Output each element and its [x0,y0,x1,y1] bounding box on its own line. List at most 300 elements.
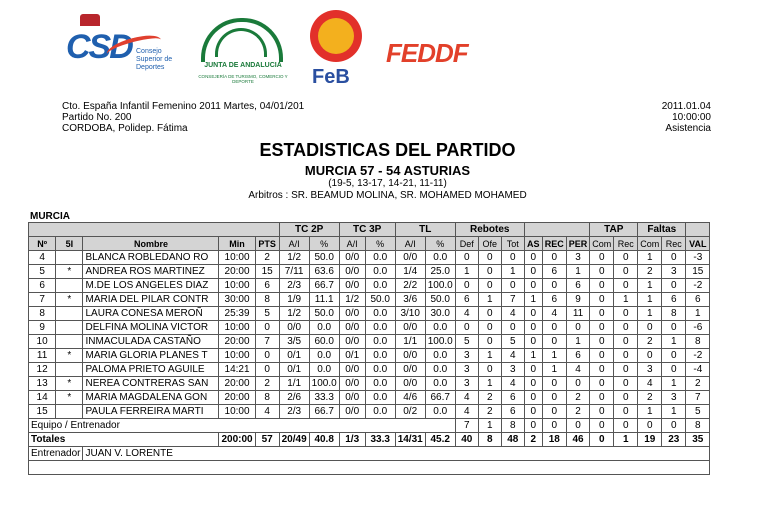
stat-cell: 0 [524,391,542,405]
stat-cell: 0 [524,307,542,321]
stat-cell: 3 [501,363,524,377]
stat-cell: 9 [566,293,590,307]
stat-cell: 0 [590,279,614,293]
stat-cell: 1/1 [395,335,425,349]
stat-cell: 0.0 [365,405,395,419]
stat-cell: 2 [638,335,662,349]
stat-cell: 66.7 [309,279,339,293]
stat-cell: 0 [590,377,614,391]
stat-cell: 0 [524,265,542,279]
column-header: Def [455,237,478,251]
team-name: MURCIA [30,211,70,222]
stat-cell: 1 [638,279,662,293]
stat-cell: 0/0 [395,363,425,377]
stat-cell: 0 [662,279,686,293]
totals-row [29,433,710,447]
group-tc3p: TC 3P [339,223,395,237]
stat-cell: 6 [455,293,478,307]
stat-cell: 0 [662,349,686,363]
stat-cell: 0 [524,251,542,265]
stat-cell: 0 [478,321,501,335]
stat-cell: 0 [614,349,638,363]
stat-cell: 0.0 [365,335,395,349]
stat-cell: 4 [455,405,478,419]
column-header: AS [524,237,542,251]
stat-cell: 7/11 [279,265,309,279]
stat-cell: 0 [455,321,478,335]
stat-cell: 0 [542,391,566,405]
stat-cell: 0.0 [309,363,339,377]
stat-cell: 0 [501,321,524,335]
stat-cell: 4 [455,391,478,405]
stat-cell: 6 [686,293,710,307]
total-cell: 33.3 [365,433,395,447]
stat-cell: 5 [455,335,478,349]
column-header: Tot [501,237,524,251]
header-right [662,101,711,134]
stat-cell: 0 [255,363,279,377]
stat-cell: 4 [542,307,566,321]
stat-cell: 5 [255,307,279,321]
stat-cell: 0 [524,279,542,293]
stat-cell: 8 [255,293,279,307]
stat-cell: 11.1 [309,293,339,307]
player-name: MARIA DEL PILAR CONTR [83,293,219,307]
stat-cell: 1 [686,307,710,321]
equipo-label: Equipo / Entrenador [29,419,456,433]
player-name: NEREA CONTRERAS SAN [83,377,219,391]
stat-cell: 0.0 [365,279,395,293]
player-row [29,293,710,307]
stat-cell: 0 [566,377,590,391]
stat-cell: 0 [590,265,614,279]
stat-cell: 5 [686,405,710,419]
player-name: INMACULADA CASTAÑO [83,335,219,349]
stat-cell: 0.0 [365,363,395,377]
stat-cell: 0/2 [395,405,425,419]
stat-cell: 8 [662,307,686,321]
stat-cell: 7 [501,293,524,307]
stat-cell: 4/6 [395,391,425,405]
stat-cell: 0 [638,321,662,335]
feb-logo: FeB [306,10,366,92]
stat-cell: 10:00 [219,251,255,265]
player-name: PALOMA PRIETO AGUILE [83,363,219,377]
coach-name: JUAN V. LORENTE [83,447,710,461]
stat-cell [56,321,83,335]
stat-cell [56,363,83,377]
stat-cell: 0/0 [339,391,365,405]
stat-cell: 2 [686,377,710,391]
stat-cell: 0 [614,279,638,293]
stat-cell: 3/6 [395,293,425,307]
stat-cell: -6 [686,321,710,335]
group-tc2p: TC 2P [279,223,339,237]
stat-cell: -2 [686,349,710,363]
total-cell: 35 [686,433,710,447]
stat-cell: 12 [29,363,56,377]
stat-cell: 1/2 [279,251,309,265]
stat-cell: 0/0 [395,377,425,391]
stat-cell: 0 [614,419,638,433]
matchup: MURCIA 57 - 54 ASTURIAS [304,163,471,178]
stat-cell: 0.0 [425,405,455,419]
page-title: ESTADISTICAS DEL PARTIDO [259,140,516,160]
group-tl: TL [395,223,455,237]
stat-cell: 4 [29,251,56,265]
stat-cell: 1 [478,293,501,307]
stat-cell: 0 [638,419,662,433]
stat-cell: 0 [478,335,501,349]
total-cell: 2 [524,433,542,447]
stat-cell: 0 [478,363,501,377]
stat-cell: 100.0 [425,335,455,349]
stat-cell: 2 [638,391,662,405]
stat-cell: 0/0 [339,335,365,349]
stat-cell: 0 [566,419,590,433]
stat-cell: 5 [501,335,524,349]
stat-cell [56,279,83,293]
total-cell: 23 [662,433,686,447]
stat-cell: 1 [638,251,662,265]
coach-label: Entrenador [29,447,83,461]
stat-cell: 0/1 [279,349,309,363]
stat-cell: -2 [686,279,710,293]
stat-cell: 25.0 [425,265,455,279]
stat-cell: 100.0 [309,377,339,391]
stat-cell: 0 [524,363,542,377]
totals-label: Totales [29,433,219,447]
stat-cell: 6 [501,405,524,419]
stat-cell: 14 [29,391,56,405]
stat-cell: 4 [501,377,524,391]
total-cell: 40.8 [309,433,339,447]
total-cell: 46 [566,433,590,447]
stat-cell: 11 [29,349,56,363]
stat-cell: 6 [255,279,279,293]
stat-cell: 0 [638,349,662,363]
stat-cell: 2 [478,391,501,405]
stat-cell: 1/2 [279,307,309,321]
stat-cell: 1 [614,293,638,307]
stat-cell: 1 [542,363,566,377]
stat-cell: 8 [686,419,710,433]
stat-cell: 0/0 [339,405,365,419]
stat-cell: 6 [566,349,590,363]
stat-cell: 1/9 [279,293,309,307]
stat-cell: 2/3 [279,279,309,293]
total-cell: 1/3 [339,433,365,447]
stat-cell: 0.0 [365,391,395,405]
total-cell: 14/31 [395,433,425,447]
column-header: Rec [662,237,686,251]
stat-cell: 1/4 [395,265,425,279]
stat-cell: 30:00 [219,293,255,307]
equipo-row [29,419,710,433]
stat-cell: 20:00 [219,391,255,405]
column-header: Nombre [83,237,219,251]
stat-cell: 20:00 [219,377,255,391]
stat-cell: 2 [638,265,662,279]
total-cell: 0 [590,433,614,447]
stat-cell: 15 [29,405,56,419]
feddf-logo: FEDDF [386,38,468,68]
stat-cell: 0 [255,349,279,363]
column-header: A/I [339,237,365,251]
stat-cell: 0.0 [425,251,455,265]
csd-logo: CSD Consejo Superior de Deportes [66,14,166,84]
stat-cell: 4 [501,349,524,363]
stat-cell: 0/0 [339,321,365,335]
stat-cell: 4 [566,363,590,377]
stat-cell: 10:00 [219,279,255,293]
stat-cell: 2 [478,405,501,419]
junta-andalucia-logo: JUNTA DE ANDALUCIA CONSEJERÍA DE TURISMO, COMERCIO Y DEPORTE [193,12,293,88]
stat-cell: 50.0 [309,251,339,265]
stat-cell: 60.0 [309,335,339,349]
stat-cell: 6 [542,293,566,307]
stat-cell: 3/5 [279,335,309,349]
total-cell: 45.2 [425,433,455,447]
crown-icon [80,14,100,26]
stat-cell: 1 [524,293,542,307]
stat-cell: 0 [542,335,566,349]
stat-cell: 5 [29,265,56,279]
stat-cell: 10 [29,335,56,349]
total-cell: 40 [455,433,478,447]
stat-cell: 0 [542,377,566,391]
stat-cell: 0 [590,419,614,433]
stat-cell: 0 [614,321,638,335]
stat-cell: 3 [638,363,662,377]
stat-cell: 3 [662,391,686,405]
column-header: A/I [279,237,309,251]
stat-cell: 0 [662,321,686,335]
stat-cell: 4 [455,307,478,321]
stat-cell: 0 [614,363,638,377]
stat-cell: 1 [478,349,501,363]
stat-cell: 1/2 [339,293,365,307]
stat-cell: 0 [590,321,614,335]
stat-cell: 1 [455,265,478,279]
total-cell: 8 [478,433,501,447]
stat-cell [56,307,83,321]
stat-cell: 0 [590,251,614,265]
stat-cell: 0 [590,405,614,419]
venue: CORDOBA, Polidep. Fátima [62,123,188,134]
stat-cell: 0/0 [395,349,425,363]
stat-cell: 10:00 [219,405,255,419]
stat-cell: -3 [686,251,710,265]
stat-cell: 0 [524,377,542,391]
stat-cell: 3 [455,349,478,363]
quarter-scores: (19-5, 13-17, 14-21, 11-11) [328,178,447,189]
stat-cell: 0 [614,265,638,279]
stat-cell: 0/0 [339,363,365,377]
stat-cell: 0 [478,265,501,279]
stat-cell: 1 [542,349,566,363]
stat-cell: 4 [638,377,662,391]
player-row [29,321,710,335]
stat-cell: 1 [566,335,590,349]
group-faltas: Faltas [638,223,686,237]
match-time: 10:00:00 [672,112,711,123]
stat-cell: 0 [614,335,638,349]
stat-cell: 0 [590,349,614,363]
stat-cell: 1 [524,349,542,363]
stat-cell: 0 [566,321,590,335]
stat-cell: 0 [590,293,614,307]
stat-cell: 10:00 [219,321,255,335]
total-cell: 19 [638,433,662,447]
stat-cell: -4 [686,363,710,377]
stat-cell: 8 [255,391,279,405]
stat-cell: 4 [255,405,279,419]
stat-cell: 1/1 [279,377,309,391]
stat-cell: 2/3 [279,405,309,419]
header-left [62,101,304,134]
stat-cell: 66.7 [309,405,339,419]
total-cell: 48 [501,433,524,447]
stat-cell: 4 [501,307,524,321]
stat-cell: 1 [662,405,686,419]
column-header: Ofe [478,237,501,251]
stat-cell: 0.0 [365,307,395,321]
player-row [29,391,710,405]
stat-cell: 6 [501,391,524,405]
stat-cell: 3/10 [395,307,425,321]
stat-cell [56,335,83,349]
stat-cell: 50.0 [309,307,339,321]
player-name: LAURA CONESA MEROÑ [83,307,219,321]
stat-cell: 7 [255,335,279,349]
stat-cell: 3 [455,377,478,391]
player-row [29,363,710,377]
stat-cell: 0/0 [339,307,365,321]
column-header: Com [638,237,662,251]
player-row [29,265,710,279]
stat-cell: 0 [255,321,279,335]
stat-cell: 3 [455,363,478,377]
stat-cell: 0 [478,251,501,265]
stat-cell: 7 [455,419,478,433]
stat-cell: 0/1 [279,363,309,377]
player-name: BLANCA ROBLEDANO RO [83,251,219,265]
stat-cell: 0.0 [309,321,339,335]
stat-cell: 0 [542,419,566,433]
attendance: Asistencia [665,123,711,134]
coach-row [29,447,710,461]
stat-cell: 0 [524,321,542,335]
player-row [29,405,710,419]
stat-cell: 0 [590,363,614,377]
column-header: A/I [395,237,425,251]
stat-cell: 1 [638,293,662,307]
stat-cell: 0/0 [339,251,365,265]
player-row [29,307,710,321]
stat-cell: 2 [255,251,279,265]
stat-cell: * [56,391,83,405]
stat-cell: 1 [478,377,501,391]
group-rebotes: Rebotes [455,223,524,237]
column-header: Rec [614,237,638,251]
player-name: MARIA GLORIA PLANES T [83,349,219,363]
stat-cell: 15 [686,265,710,279]
stat-cell: 0 [524,419,542,433]
column-header: Min [219,237,255,251]
stat-cell: 6 [566,279,590,293]
total-cell: 18 [542,433,566,447]
stat-cell: 2 [255,377,279,391]
match-number: Partido No. 200 [62,112,132,123]
column-header: Com [590,237,614,251]
stat-cell: 0/0 [339,265,365,279]
stat-cell: 50.0 [365,293,395,307]
stat-cell: 10:00 [219,349,255,363]
player-name: M.DE LOS ANGELES DIAZ [83,279,219,293]
stat-cell: 0.0 [425,377,455,391]
stat-cell: 8 [501,419,524,433]
stat-cell: 8 [686,335,710,349]
stat-cell: 0.0 [425,363,455,377]
stat-cell: 3 [662,265,686,279]
stat-cell: 0 [614,377,638,391]
stat-cell: 2 [566,391,590,405]
stat-cell: 2 [566,405,590,419]
stat-cell: 1 [662,335,686,349]
stat-cell: 0.0 [365,265,395,279]
stat-cell: 0 [455,251,478,265]
stat-cell: 1 [478,419,501,433]
stat-cell: 0 [614,307,638,321]
stat-cell: * [56,349,83,363]
player-name: DELFINA MOLINA VICTOR [83,321,219,335]
stat-cell: 0 [501,279,524,293]
stat-cell: 0.0 [425,321,455,335]
stat-cell: 0 [590,307,614,321]
stat-cell: 0 [662,363,686,377]
column-header: % [309,237,339,251]
stat-cell: 0.0 [425,349,455,363]
column-header: PTS [255,237,279,251]
stat-cell: 0.0 [365,349,395,363]
stat-cell: 1 [638,307,662,321]
total-cell: 1 [614,433,638,447]
stat-cell: 0 [524,405,542,419]
stat-cell: 0 [542,405,566,419]
stat-cell: 0/1 [339,349,365,363]
stat-cell: 100.0 [425,279,455,293]
stat-cell: 14:21 [219,363,255,377]
stat-cell: 0/0 [339,377,365,391]
stat-cell: 0 [542,321,566,335]
referees: Arbitros : SR. BEAMUD MOLINA, SR. MOHAMED MOHAMED [248,190,527,201]
stat-cell: * [56,377,83,391]
stat-cell: 0 [542,279,566,293]
stat-cell: 3 [566,251,590,265]
column-header: VAL [686,237,710,251]
column-header: Nº [29,237,56,251]
group-header-row [29,223,710,237]
stat-cell: 66.7 [425,391,455,405]
stat-cell: 9 [29,321,56,335]
stat-cell [56,405,83,419]
stat-cell: 0 [662,419,686,433]
blank-row [29,461,710,475]
stat-cell: 0 [478,307,501,321]
player-row [29,377,710,391]
stat-cell: 7 [29,293,56,307]
